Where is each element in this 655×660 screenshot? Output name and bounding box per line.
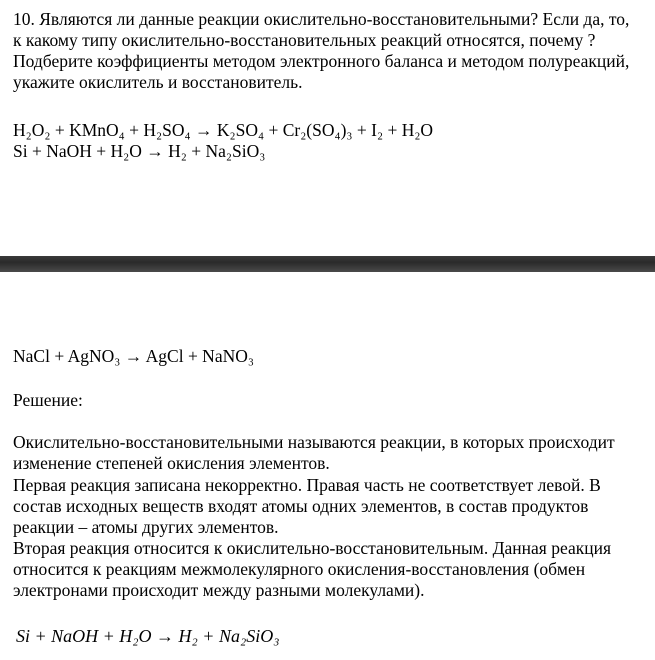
equation-2: Si + NaOH + H₂O → H₂ + Na₂SiO₃ xyxy=(13,141,266,161)
equation-1: H₂O₂ + KMnO₄ + H₂SO₄ → K₂SO₄ + Cr₂(SO₄)₃ + I₂ + H₂O xyxy=(13,120,434,140)
solution-formula: Si + NaOH + H₂O → H₂ + Na₂SiO₃ xyxy=(16,626,280,646)
solution-paragraph-3: Вторая реакция относится к окислительно-восстановительным. Данная реакция относится к реакциям межмолекулярного окисления-восстановления (обмен электронами происходит между разными молекулами). xyxy=(13,538,611,600)
solution-label: Решение: xyxy=(13,390,83,410)
question-text: 10. Являются ли данные реакции окислительно-восстановительными? Если да, то, к какому типу окислительно-восстановительных реакций относятся, почему ? Подберите коэффициенты методом электронного баланса и методом полуреакций, укажите окислитель и восстановитель. xyxy=(13,9,630,92)
solution-paragraph-1: Окислительно-восстановительными называются реакции, в которых происходит изменение степеней окисления элементов. xyxy=(13,432,615,473)
page-divider xyxy=(0,256,655,272)
page-top xyxy=(0,0,655,256)
page-bottom xyxy=(0,272,655,660)
equation-3: NaCl + AgNO₃ → AgCl + NaNO₃ xyxy=(13,346,254,366)
solution-paragraph-2: Первая реакция записана некорректно. Правая часть не соответствует левой. В состав исходных веществ входят атомы одних элементов, в состав продуктов реакции – атомы других элементов. xyxy=(13,475,601,537)
